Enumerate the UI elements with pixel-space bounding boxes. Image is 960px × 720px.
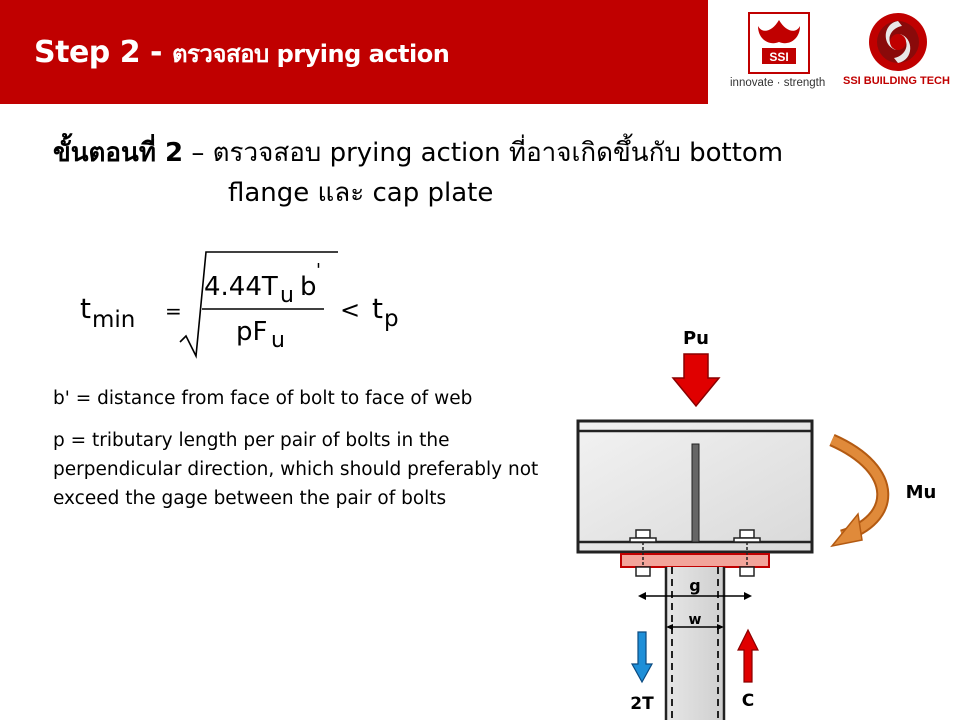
formula-numerator-prime: ' [316, 260, 321, 281]
g-dim-arrow-left-icon [638, 592, 646, 600]
formula-lhs-t: t [80, 292, 91, 325]
definition-b-prime: b' = distance from face of bolt to face of web [53, 388, 473, 409]
step-dash: – [183, 138, 213, 168]
g-label: g [689, 576, 701, 595]
formula-lhs-sub: min [92, 307, 136, 333]
ssi-tagline: innovate · strength [730, 77, 826, 89]
pu-label: Pu [682, 328, 710, 349]
cap-plate [621, 554, 769, 567]
g-dim-arrow-right-icon [744, 592, 752, 600]
formula-less-than: < [340, 296, 361, 324]
formula-numerator: 4.44T [204, 272, 278, 302]
step-label: ขั้นตอนที่ 2 [53, 138, 184, 168]
formula-rhs-sub: p [384, 306, 399, 332]
step-text-line2: flange และ cap plate [228, 178, 494, 208]
step-text-line1: ตรวจสอบ prying action ที่อาจเกิดขึ้นกับ bottom [212, 138, 784, 168]
ssi-logo-text: SSI [769, 50, 789, 64]
w-label: w [688, 612, 702, 628]
c-label: C [741, 691, 755, 711]
mu-arrow-icon [832, 514, 862, 546]
formula-denominator: pF [236, 317, 268, 347]
definition-p: p = tributary length per pair of bolts in the perpendicular direction, which should preferably not exceed the gage between the pair of bolts [53, 430, 539, 509]
mu-label: Mu [905, 482, 937, 503]
beam-web [692, 444, 699, 542]
slide-title-en: Step 2 - [34, 35, 172, 70]
compression-arrow-icon [738, 630, 758, 682]
formula-denominator-sub: u [271, 328, 285, 353]
building-tech-label: SSI BUILDING TECH [843, 75, 950, 87]
slide-title-th: ตรวจสอบ prying action [171, 40, 450, 68]
formula-rhs-t: t [372, 292, 383, 325]
formula-numerator-b: b [300, 272, 317, 302]
tension-arrow-icon [632, 632, 652, 682]
pu-arrow-icon [673, 354, 719, 406]
connection-diagram [560, 320, 960, 720]
two-t-label: 2T [630, 694, 654, 714]
formula-numerator-sub: u [280, 283, 294, 308]
formula-equals: = [165, 299, 182, 323]
